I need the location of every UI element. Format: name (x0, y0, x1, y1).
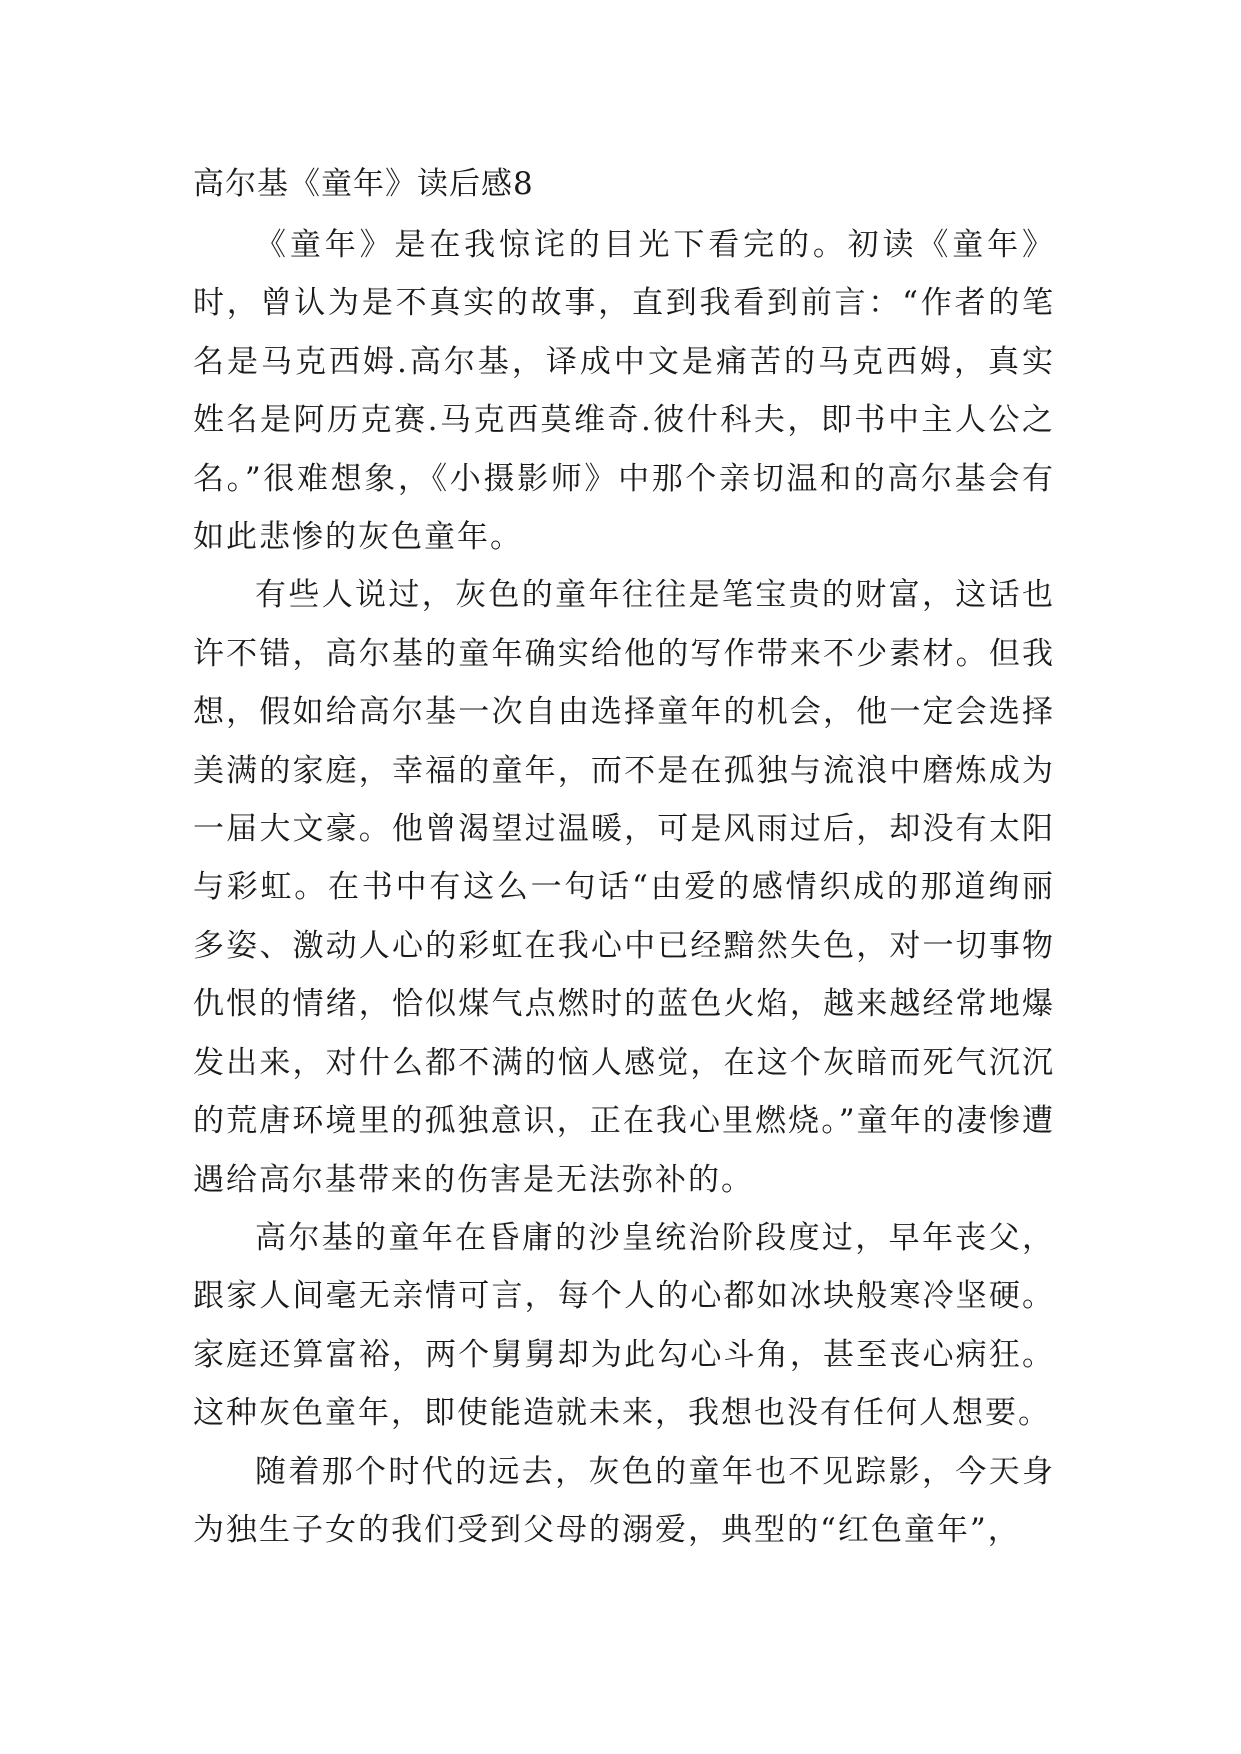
document-body (193, 158, 1055, 1559)
paragraph-4: 随着那个时代的远去，灰色的童年也不见踪影，今天身为独生子女的我们受到父母的溺爱，典型的“红色童年”， (193, 1453, 1055, 1548)
document-title: 高尔基《童年》读后感8 (193, 166, 534, 202)
paragraph-3: 高尔基的童年在昏庸的沙皇统治阶段度过，早年丧父，跟家人间毫无亲情可言，每个人的心都如冰块般寒冷坚硬。家庭还算富裕，两个舅舅却为此勾心斗角，甚至丧心病狂。这种灰色童年，即使能造就未来，我想也没有任何人想要。 (193, 1219, 1055, 1432)
paragraph-1: 《童年》是在我惊诧的目光下看完的。初读《童年》时，曾认为是不真实的故事，直到我看到前言：“作者的笔名是马克西姆.高尔基，译成中文是痛苦的马克西姆，真实姓名是阿历克赛.马克西莫维奇.彼什科夫，即书中主人公之名。”很难想象，《小摄影师》中那个亲切温和的高尔基会有如此悲惨的灰色童年。 (193, 227, 1055, 556)
paragraph-2: 有些人说过，灰色的童年往往是笔宝贵的财富，这话也许不错，高尔基的童年确实给他的写作带来不少素材。但我想，假如给高尔基一次自由选择童年的机会，他一定会选择美满的家庭，幸福的童年，而不是在孤独与流浪中磨炼成为一届大文豪。他曾渴望过温暖，可是风雨过后，却没有太阳与彩虹。在书中有这么一句话“由爱的感情织成的那道绚丽多姿、激动人心的彩虹在我心中已经黯然失色，对一切事物仇恨的情绪，恰似煤气点燃时的蓝色火焰，越来越经常地爆发出来，对什么都不满的恼人感觉，在这个灰暗而死气沉沉的荒唐环境里的孤独意识，正在我心里燃烧。”童年的凄惨遭遇给高尔基带来的伤害是无法弥补的。 (193, 577, 1055, 1198)
